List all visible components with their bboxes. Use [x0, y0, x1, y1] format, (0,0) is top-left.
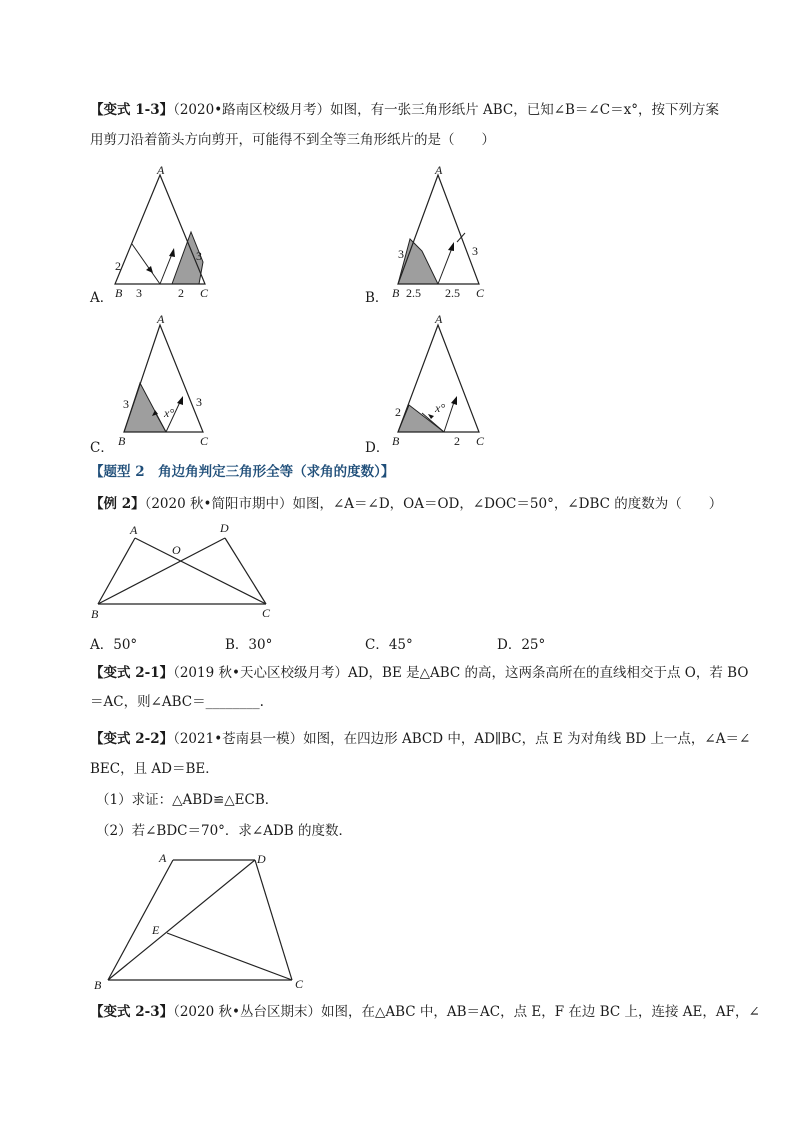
fig-b-label-B: B	[392, 286, 400, 300]
v22-line1	[90, 729, 750, 749]
fig-a-label-C: C	[200, 286, 209, 300]
fig-c-label-A: A	[157, 312, 165, 326]
fig-c-label-3b: 3	[196, 395, 202, 409]
v22-label-D: D	[257, 852, 266, 866]
v22-label-A: A	[159, 851, 167, 865]
fig-c-label-B: B	[118, 434, 126, 448]
ex2-label-B: B	[91, 607, 99, 621]
fig-a-label-A: A	[157, 163, 165, 177]
fig-c-label-3a: 3	[123, 397, 129, 411]
topic2-heading: 【题型 2 角边角判定三角形全等（求角的度数）】	[90, 464, 395, 480]
v23-text1: （2020 秋•丛台区期末）如图，在△ABC 中，AB＝AC，点 E，F 在边 BC 上，连接 AE，AF，∠	[173, 1004, 760, 1020]
v22-text1: （2021•苍南县一模）如图，在四边形 ABCD 中，AD∥BC，点 E 为对角线 BD 上一点，∠A＝∠	[173, 731, 751, 747]
fig-b-label-25b: 2.5	[445, 286, 460, 300]
figure-b	[388, 160, 498, 300]
fig-c-label-x: x°	[164, 406, 175, 420]
option-c-label: C．	[90, 440, 114, 456]
q13-line2: 用剪刀沿着箭头方向剪开，可能得不到全等三角形纸片的是（ ）	[90, 132, 495, 148]
ex2-label-O: O	[172, 543, 181, 557]
ex2-label-C: C	[262, 606, 271, 620]
option-a-label: A．	[90, 290, 114, 306]
ex2-choice-a: A．50°	[90, 637, 138, 653]
ex2-line	[90, 494, 722, 514]
fig-a-label-B: B	[115, 286, 123, 300]
q13-text1: （2020•路南区校级月考）如图，有一张三角形纸片 ABC，已知∠B＝∠C＝x°，按下列方案	[173, 102, 719, 118]
v23-line1	[90, 1002, 760, 1022]
ex2-tag: 【例 2】	[90, 496, 145, 512]
figure-a	[110, 160, 220, 300]
v22-tag: 【变式 2-2】	[90, 731, 174, 747]
ex2-choice-b: B．30°	[225, 637, 273, 653]
v21-line1	[90, 663, 748, 683]
q13-line1	[90, 100, 719, 120]
fig-d-label-x: x°	[435, 401, 446, 415]
v22-label-C: C	[295, 977, 304, 991]
v22-sub1: （1）求证：△ABD≌△ECB．	[96, 792, 279, 808]
ex2-text: （2020 秋•简阳市期中）如图，∠A＝∠D，OA＝OD，∠DOC＝50°，∠DBC 的度数为（ ）	[144, 496, 723, 512]
v21-line2: ＝AC，则∠ABC＝________.	[90, 694, 264, 710]
v21-text1: （2019 秋•天心区校级月考）AD，BE 是△ABC 的高，这两条高所在的直线相交于点 O，若 BO	[173, 665, 749, 681]
fig-c-label-C: C	[200, 434, 209, 448]
ex2-label-D: D	[220, 521, 229, 535]
fig-d-label-2a: 2	[395, 405, 401, 419]
fig-b-label-A: A	[435, 163, 443, 177]
fig-a-label-3b: 3	[196, 249, 202, 263]
fig-d-label-A: A	[435, 312, 443, 326]
fig-b-label-C: C	[476, 286, 485, 300]
ex2-label-A: A	[130, 523, 138, 537]
fig-d-label-C: C	[476, 434, 485, 448]
fig-b-label-3a: 3	[398, 247, 404, 261]
fig-d-label-B: B	[392, 434, 400, 448]
figure-c	[110, 310, 220, 450]
v21-tag: 【变式 2-1】	[90, 665, 174, 681]
ex2-figure	[86, 518, 286, 622]
v22-figure	[88, 846, 318, 996]
fig-a-label-2b: 2	[178, 286, 184, 300]
v22-line2: BEC，且 AD＝BE．	[90, 761, 219, 777]
fig-a-label-2a: 2	[115, 259, 121, 273]
figure-d	[388, 310, 498, 450]
v22-label-B: B	[94, 978, 102, 992]
fig-a-label-3a: 3	[136, 286, 142, 300]
v22-sub2: （2）若∠BDC＝70°．求∠ADB 的度数．	[96, 823, 352, 839]
ex2-choice-c: C．45°	[365, 637, 413, 653]
fig-d-label-2b: 2	[454, 434, 460, 448]
fig-b-label-3b: 3	[472, 244, 478, 258]
v22-label-E: E	[152, 923, 160, 937]
option-d-label: D．	[365, 440, 390, 456]
v23-tag: 【变式 2-3】	[90, 1004, 174, 1020]
ex2-choice-d: D．25°	[497, 637, 546, 653]
option-b-label: B．	[365, 290, 389, 306]
q13-tag: 【变式 1-3】	[90, 102, 174, 118]
fig-b-label-25a: 2.5	[406, 286, 421, 300]
